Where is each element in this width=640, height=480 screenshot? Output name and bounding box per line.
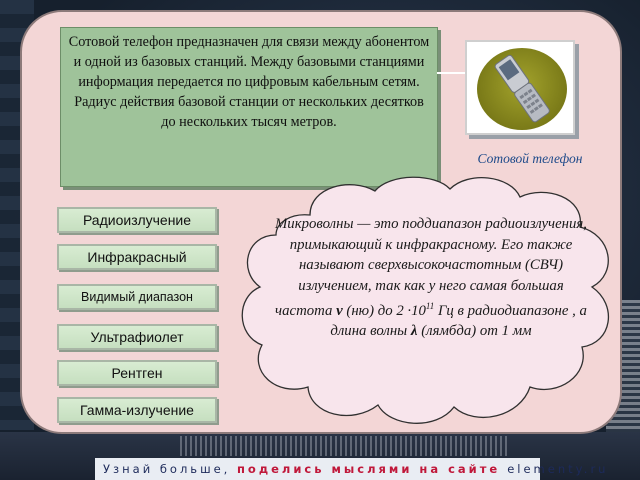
flip-phone-icon <box>485 50 559 128</box>
cloud-text-line3: Гц в радиодиапазоне , а длина волны <box>330 302 587 340</box>
nu-symbol: ν <box>336 302 343 319</box>
footer-highlight: поделись мыслями на сайте <box>236 462 508 476</box>
description-text: Сотовой телефон предназначен для связи между абонентом и одной из базовых станций. Между базовыми станциями информация передается по цифровым кабельным сетям. Радиус действия базовой станции от нескольких десятков до нескольких тысяч метров. <box>68 34 430 130</box>
bottom-fine-print <box>180 436 510 456</box>
cloud-text-line1: Микроволны — это поддиапазон радиоизлучения, примыкающий к инфракрасному. Его также называют сверхвысокочастотным (СВЧ) излучением, так как у него самая большая частота <box>274 216 587 319</box>
infrared-button[interactable]: Инфракрасный <box>57 244 217 270</box>
footer-banner[interactable] <box>95 458 609 480</box>
x-ray-button[interactable]: Рентген <box>57 360 217 386</box>
cloud-text <box>268 214 594 342</box>
footer-site-link[interactable]: elementy.ru <box>507 462 609 476</box>
ultraviolet-button[interactable]: Ультрафиолет <box>57 324 217 350</box>
description-box <box>60 27 438 187</box>
phone-image-frame <box>465 40 575 135</box>
frequency-exponent: 11 <box>425 301 435 311</box>
cloud-text-line4: (лямбда) от 1 мм <box>421 323 532 340</box>
radio-emission-button[interactable]: Радиоизлучение <box>57 207 217 233</box>
lambda-symbol: λ <box>410 323 418 340</box>
visible-range-button[interactable]: Видимый диапазон <box>57 284 217 310</box>
cloud-text-line2: (ню) до 2 ·10 <box>346 302 426 319</box>
footer-prefix: Узнай больше, <box>103 462 237 476</box>
callout-connector <box>436 66 468 80</box>
phone-caption: Сотовой телефон <box>477 151 583 166</box>
gamma-radiation-button[interactable]: Гамма-излучение <box>57 397 217 423</box>
